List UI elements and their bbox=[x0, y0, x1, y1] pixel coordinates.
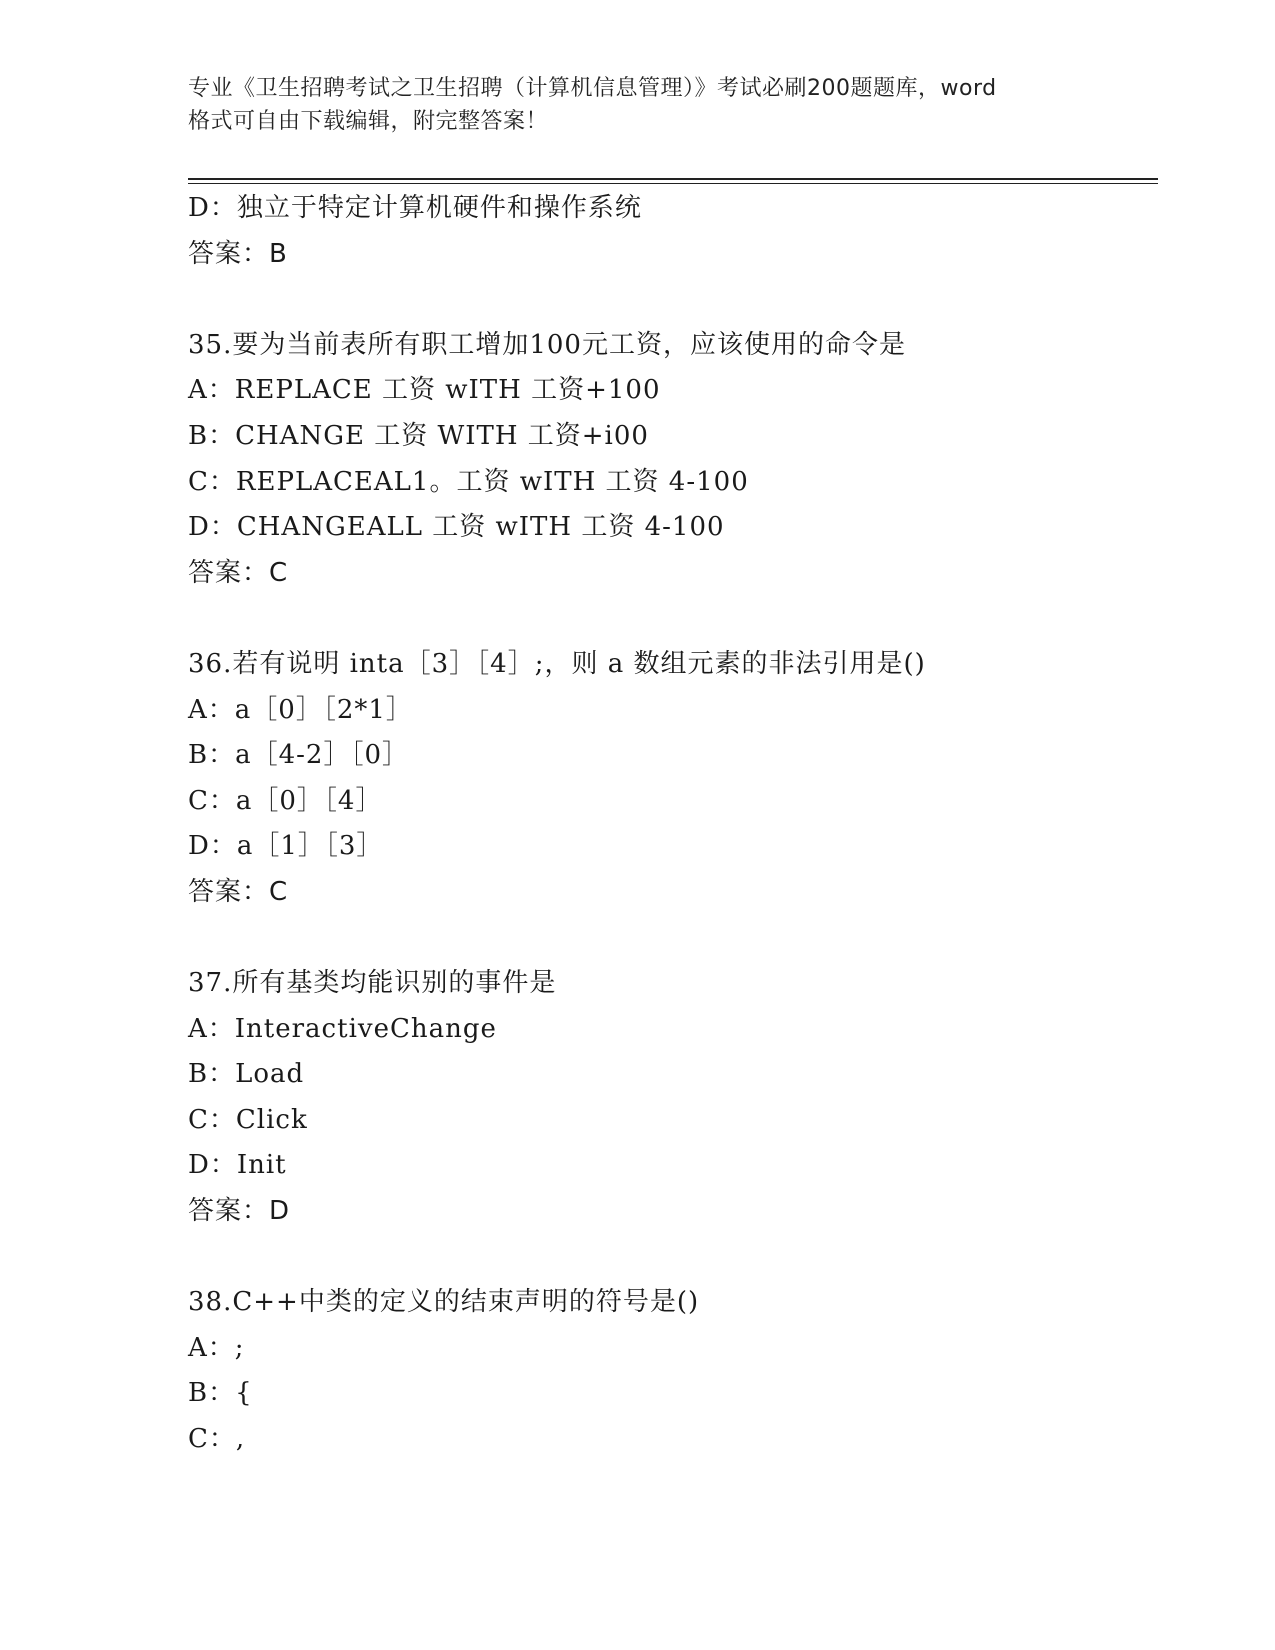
question-36 bbox=[188, 642, 1168, 916]
question-stem: 35.要为当前表所有职工增加100元工资，应该使用的命令是 bbox=[188, 329, 906, 360]
option-b: B：CHANGE 工资 WITH 工资+i00 bbox=[188, 420, 649, 451]
option-c: C：REPLACEAL1。工资 wITH 工资 4-100 bbox=[188, 466, 749, 497]
option-a: A：; bbox=[188, 1332, 245, 1363]
option-b: B：{ bbox=[188, 1378, 253, 1409]
option-d: D：a［1］［3］ bbox=[188, 831, 384, 862]
header-line-1: 专业《卫生招聘考试之卫生招聘（计算机信息管理）》考试必刷200题题库，word bbox=[188, 76, 997, 101]
answer: 答案：C bbox=[188, 876, 289, 907]
option-b: B：a［4-2］［0］ bbox=[188, 740, 410, 771]
option-c: C：a［0］［4］ bbox=[188, 785, 383, 816]
question-stem: 36.若有说明 inta［3］［4］;，则 a 数组元素的非法引用是() bbox=[188, 648, 926, 679]
option-c: C：Click bbox=[188, 1104, 308, 1135]
document-header bbox=[188, 72, 1108, 138]
spacer bbox=[188, 1235, 1168, 1281]
prev-option-d: D：独立于特定计算机硬件和操作系统 bbox=[188, 193, 642, 223]
option-a: A：InteractiveChange bbox=[188, 1013, 497, 1044]
answer: 答案：D bbox=[188, 1196, 291, 1227]
option-d: D：CHANGEALL 工资 wITH 工资 4-100 bbox=[188, 512, 725, 543]
question-list bbox=[188, 186, 1168, 1463]
header-divider-thick bbox=[188, 178, 1158, 180]
question-35 bbox=[188, 323, 1168, 597]
question-37 bbox=[188, 961, 1168, 1235]
spacer bbox=[188, 277, 1168, 323]
option-b: B：Load bbox=[188, 1059, 305, 1090]
answer: 答案：C bbox=[188, 557, 289, 588]
prev-answer: 答案：B bbox=[188, 238, 288, 269]
question-stem: 37.所有基类均能识别的事件是 bbox=[188, 968, 557, 999]
header-line-2: 格式可自由下载编辑，附完整答案！ bbox=[188, 109, 549, 134]
spacer bbox=[188, 596, 1168, 642]
option-a: A：a［0］［2*1］ bbox=[188, 694, 413, 725]
spacer bbox=[188, 916, 1168, 962]
option-c: C：, bbox=[188, 1424, 246, 1455]
question-38 bbox=[188, 1280, 1168, 1462]
question-stem: 38.C++中类的定义的结束声明的符号是() bbox=[188, 1287, 700, 1318]
option-d: D：Init bbox=[188, 1150, 287, 1181]
header-divider-thin bbox=[188, 183, 1158, 184]
option-a: A：REPLACE 工资 wITH 工资+100 bbox=[188, 375, 661, 406]
